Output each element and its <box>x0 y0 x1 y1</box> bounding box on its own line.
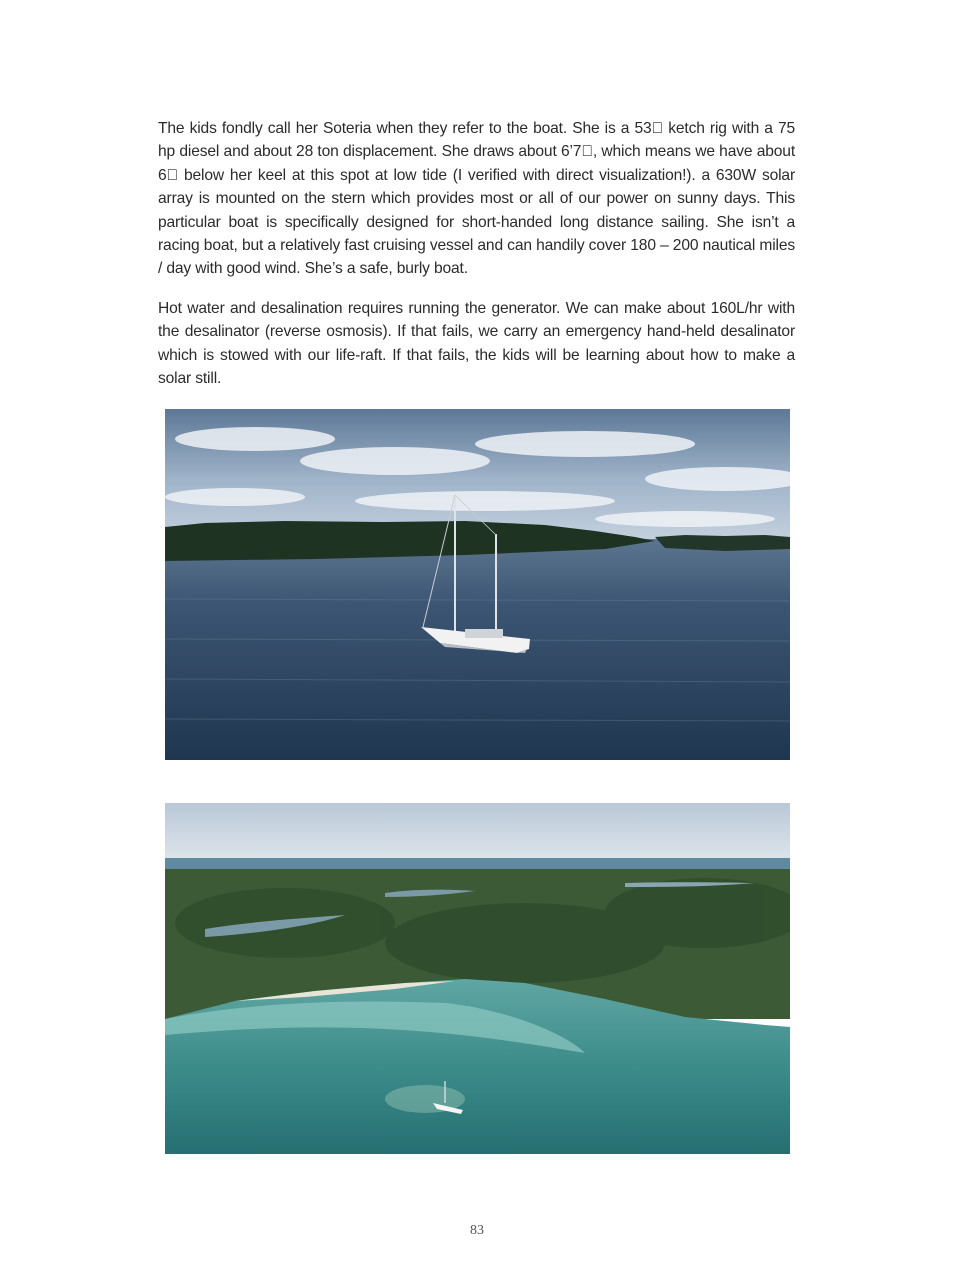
photo-aerial-island-anchorage <box>165 803 790 1154</box>
photo-ketch-at-anchor <box>165 409 790 760</box>
body-paragraph-1: The kids fondly call her Soteria when they refer to the boat. She is a 53  ketch rig with a 75 hp diesel and about 28 ton displacement. She draws about 6’7 , which means we have about 6  below her keel at this spot at low tide (I verified with direct visualization!). a 630W solar array is mounted on the stern which provides most or all of our power on sunny days. This particular boat is specifically designed for short-handed long distance sailing. She isn’t a racing boat, but a relatively fast cruising vessel and can handily cover 180 – 200 nautical miles / day with good wind. She’s a safe, burly boat. <box>158 120 795 278</box>
page-number: 83 <box>470 1223 484 1238</box>
body-paragraph-2: Hot water and desalination requires running the generator. We can make about 160L/hr with the desalinator (reverse osmosis). If that fails, we carry an emergency hand-held desalinator which is stowed with our life-raft. If that fails, the kids will be learning about how to make a solar still. <box>158 300 795 388</box>
